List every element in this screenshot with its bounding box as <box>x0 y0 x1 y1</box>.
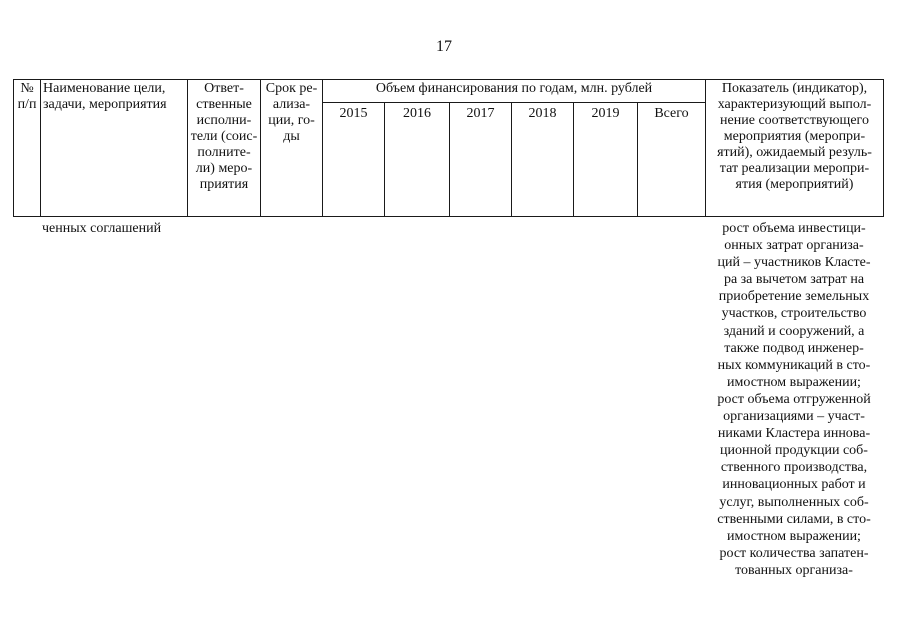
indicator-line: приобретение земельных <box>718 289 870 305</box>
row-indicator-text <box>705 220 883 579</box>
header-year-2015: 2015 <box>323 103 385 217</box>
row-task-text: ченных соглашений <box>42 221 162 236</box>
indicator-line: услуг, выполненных соб- <box>719 494 869 510</box>
indicator-line: ных коммуникаций в сто- <box>717 357 871 373</box>
indicator-line: ра за вычетом затрат на <box>723 272 865 288</box>
header-col-indicator: Показатель (индикатор), характеризующий выпол- нение соответствующего мероприятия (меропри- ятий), ожидаемый резуль- тат реализации меропри- ятия (мероприятий) <box>706 80 884 217</box>
page-number: 17 <box>436 38 452 55</box>
indicator-line: имостном выражении; <box>727 374 861 390</box>
indicator-line: также подвод инженер- <box>724 340 864 356</box>
indicator-line: имостном выражении; <box>727 528 861 544</box>
indicator-line: организациями – участ- <box>723 409 865 425</box>
header-col-name: Наименование цели, задачи, мероприятия <box>41 80 188 217</box>
indicator-line: ственными силами, в сто- <box>717 511 871 527</box>
indicator-line: ций – участников Класте- <box>717 255 871 271</box>
header-year-2019: 2019 <box>574 103 638 217</box>
header-col-financing: Объем финансирования по годам, млн. рублей <box>323 80 706 103</box>
indicator-line: тованных организа- <box>735 562 853 578</box>
indicator-line: никами Кластера иннова- <box>717 426 871 442</box>
header-col-number: № п/п <box>14 80 41 217</box>
header-total: Всего <box>638 103 706 217</box>
indicator-line: рост объема инвестици- <box>722 221 866 236</box>
indicator-line: рост объема отгруженной <box>717 391 871 407</box>
header-year-2017: 2017 <box>450 103 512 217</box>
indicator-line: ционной продукции соб- <box>720 443 868 459</box>
indicator-line: зданий и сооружений, а <box>723 323 865 339</box>
indicator-line: онных затрат организа- <box>724 238 864 254</box>
indicator-line: ственного производства, <box>720 460 868 476</box>
header-col-executors: Ответ- ственные исполни- тели (соис- полните- ли) меро- приятия <box>188 80 261 217</box>
header-year-2018: 2018 <box>512 103 574 217</box>
indicator-line: рост количества запатен- <box>719 545 869 561</box>
indicator-line: участков, строительство <box>721 306 867 322</box>
header-col-term: Срок ре- ализа- ции, го- ды <box>261 80 323 217</box>
header-year-2016: 2016 <box>385 103 450 217</box>
indicator-line: инновационных работ и <box>722 477 866 493</box>
financing-table-header <box>13 79 884 217</box>
